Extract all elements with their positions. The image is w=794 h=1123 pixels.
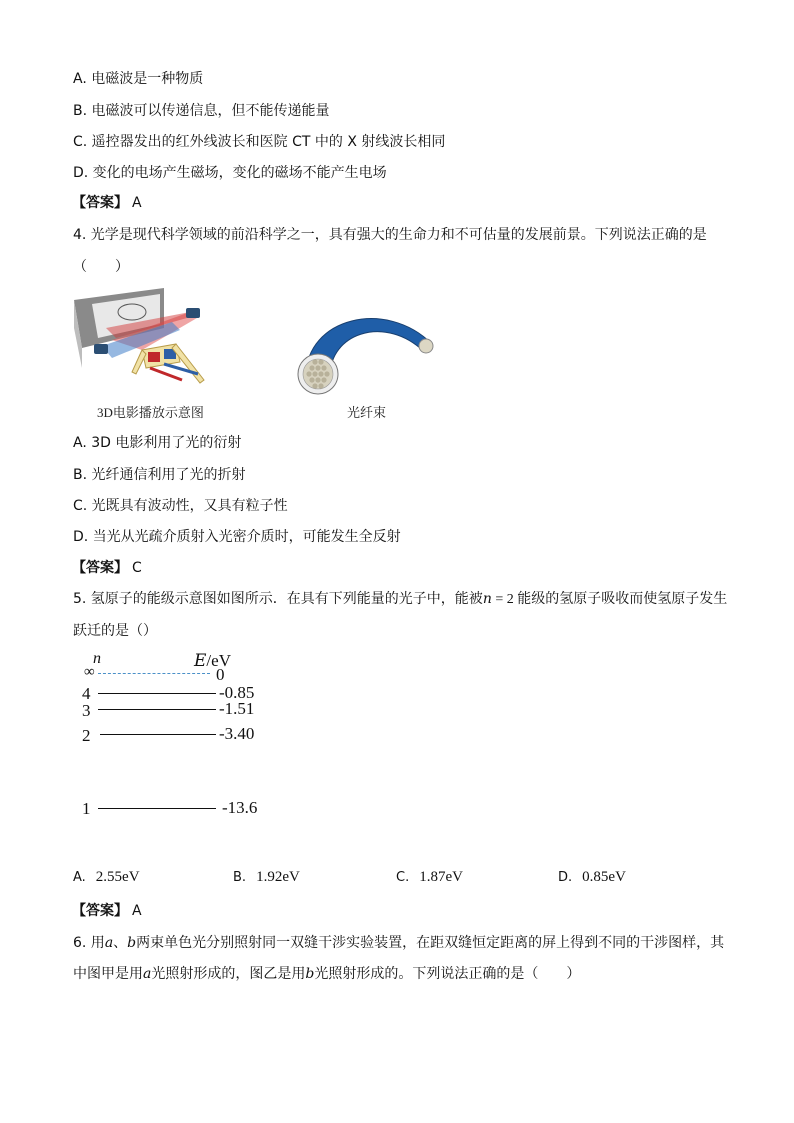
q6-var-a: a [143, 966, 152, 982]
q4-answer [72, 557, 142, 577]
n-axis-label: n [93, 650, 101, 667]
level-2-energy: -3.40 [219, 724, 255, 743]
fig2-caption: 光纤束 [347, 405, 387, 420]
q5-stem [73, 588, 727, 608]
q4-option-c: C. 光既具有波动性，又具有粒子性 [73, 498, 288, 514]
e-axis-label: E/eV [194, 651, 231, 671]
q6-text: 6. 用 [73, 935, 105, 951]
projector-left [94, 344, 108, 354]
option-letter: A. [73, 870, 86, 885]
q5-option-d [558, 869, 626, 886]
fiber-bundle-figure [296, 298, 446, 398]
q3-option-c: C. 遥控器发出的红外线波长和医院 CT 中的 X 射线波长相同 [73, 134, 446, 150]
option-value: 1.87eV [419, 869, 463, 885]
q5-option-c [396, 869, 463, 886]
q5-stem-line2: 跃迁的是（） [73, 623, 157, 639]
q5-stem-n: n [482, 591, 492, 607]
fiber-end [419, 339, 433, 353]
answer-label: 【答案】 [72, 903, 128, 919]
level-2-n: 2 [82, 726, 91, 745]
level-inf-n: ∞ [84, 664, 95, 680]
3d-movie-figure [72, 288, 272, 388]
q4-blank: （ ） [73, 259, 129, 275]
level-3-energy: -1.51 [219, 699, 255, 718]
q3-option-b: B. 电磁波可以传递信息，但不能传递能量 [73, 103, 330, 119]
q6-line1 [73, 932, 724, 952]
fig1-caption: 3D电影播放示意图 [97, 405, 204, 420]
q5-option-b [233, 869, 300, 886]
q6-text: 光照射形成的。下列说法正确的是（ ） [314, 966, 581, 982]
option-letter: C. [396, 870, 410, 885]
q6-var-b: b [127, 935, 137, 951]
q5-answer [72, 900, 142, 920]
level-3-n: 3 [82, 701, 91, 720]
q6-text: 光照射形成的，图乙是用 [151, 966, 306, 982]
q6-line2 [73, 963, 580, 983]
q3-option-d: D. 变化的电场产生磁场，变化的磁场不能产生电场 [73, 165, 387, 181]
q6-text: 中图甲是用 [73, 966, 143, 982]
option-value: 1.92eV [256, 869, 300, 885]
q5-stem-post: 能级的氢原子吸收而使氢原子发生 [517, 591, 728, 607]
glasses-red-lens [148, 352, 160, 362]
level-1-line [98, 808, 216, 809]
level-inf-line [98, 673, 210, 674]
q4-option-d: D. 当光从光疏介质射入光密介质时，可能发生全反射 [73, 529, 401, 545]
answer-value: A [132, 195, 142, 211]
q6-text: 、 [113, 935, 128, 951]
q3-option-a: A. 电磁波是一种物质 [73, 71, 204, 87]
q4-option-a: A. 3D 电影利用了光的衍射 [73, 435, 242, 451]
option-letter: B. [233, 870, 247, 885]
option-value: 2.55eV [95, 869, 140, 885]
q4-option-b: B. 光纤通信利用了光的折射 [73, 467, 246, 483]
q6-var-b: b [305, 966, 315, 982]
q3-answer [72, 192, 142, 212]
level-3-line [98, 709, 216, 710]
level-2-line [100, 734, 216, 735]
answer-label: 【答案】 [72, 560, 128, 576]
q5-stem-pre: 5. 氢原子的能级示意图如图所示．在具有下列能量的光子中，能被 [73, 591, 483, 607]
level-4-n: 4 [82, 684, 91, 703]
answer-value: A [132, 903, 142, 919]
q6-var-a: a [104, 935, 114, 951]
answer-label: 【答案】 [72, 195, 128, 211]
q6-text: 两束单色光分别照射同一双缝干涉实验装置，在距双缝恒定距离的屏上得到不同的干涉图样，其 [136, 935, 725, 951]
q5-option-a [73, 869, 140, 886]
q4-stem: 4. 光学是现代科学领域的前沿科学之一，具有强大的生命力和不可估量的发展前景。下列说法正确的是 [73, 227, 707, 243]
level-4-energy: -0.85 [219, 683, 255, 702]
level-inf-energy: 0 [216, 665, 225, 684]
answer-value: C [132, 560, 142, 576]
projector-right [186, 308, 200, 318]
level-1-energy: -13.6 [222, 798, 258, 817]
level-4-line [98, 693, 216, 694]
q5-stem-eq: = 2 [491, 592, 518, 607]
level-1-n: 1 [82, 799, 91, 818]
option-letter: D. [558, 870, 573, 885]
option-value: 0.85eV [582, 869, 626, 885]
